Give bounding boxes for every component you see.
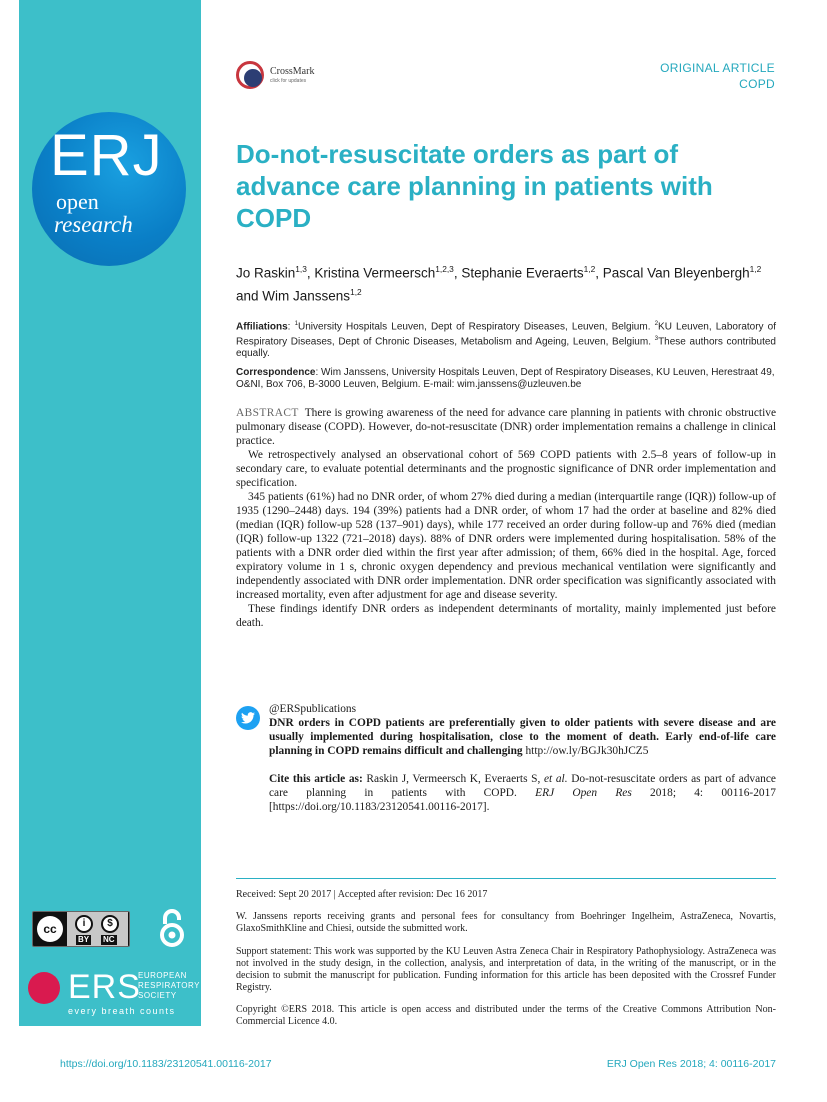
article-type: ORIGINAL ARTICLE [660,61,775,75]
article-topic: COPD [739,77,775,91]
copyright-notice: Copyright ©ERS 2018. This article is open access and distributed under the terms of the Creative Commons Attribution Non-Commercial Licence 4.0. [236,1004,776,1027]
abstract-paragraph: We retrospectively analysed an observational cohort of 569 COPD patients with 2.5–8 years of follow-up in secondary care, to evaluate potential determinants and the prognostic significance of DNR order implementation and specification. [236,449,776,489]
license-panel [67,912,128,946]
noncommercial-icon: $ [101,915,119,933]
ers-tagline: every breath counts [68,1006,176,1016]
abstract-paragraph: These findings identify DNR orders as independent determinants of mortality, mainly implemented just before death. [236,603,776,629]
ers-emblem-icon [28,972,60,1004]
abstract-paragraph: 345 patients (61%) had no DNR order, of whom 27% died during a median (interquartile range (IQR)) follow-up of 1935 (1290–2448) days. 194 (39%) patients had a DNR order, of whom 17 had the order at baseline and 82% died (median (IQR) follow-up 528 (137–901) days), while 177 received an order during follow-up and 76% died (median (IQR) follow-up 1322 (721–2018) days). 88% of DNR orders were implemented during hospitalisation. 58% of the patients with a DNR order died within the first year after admission; of them, 66% died in the hospital. Age, forced expiratory volume in 1 s, chronic oxygen dependency and previous mechanical ventilation were significantly and independently associated with DNR order implementation. DNR order specification was significantly associated with increased mortality, even after adjustment for age and disease severity. [236,491,776,601]
article-section-label [660,60,775,92]
cc-by-nc-license-badge[interactable] [32,911,130,947]
received-dates: Received: Sept 20 2017 | Accepted after revision: Dec 16 2017 [236,889,488,900]
logo-line2: research [54,212,133,237]
crossmark-subtitle: click for updates [270,78,307,84]
crossmark-button[interactable] [236,61,326,91]
erj-open-research-logo [32,112,186,266]
tweet-handle[interactable]: @ERSpublications [269,703,357,715]
footnote-divider [236,878,776,879]
abstract-paragraph: ABSTRACT There is growing awareness of the need for advance care planning in patients with chronic obstructive pulmonary disease (COPD). However, do-not-resuscitate (DNR) order implementation remains a challenge in clinical practice. [236,407,776,447]
ers-society-name: EUROPEAN RESPIRATORY SOCIETY [138,971,200,1000]
tweet-message: DNR orders in COPD patients are preferentially given to older patients with severe disease and are usually implemented during hospitalisation, close to the moment of death. Early end-of-life care planning in COPD remains difficult and challenging [269,717,776,757]
conflict-of-interest: W. Janssens reports receiving grants and personal fees for consultancy from Boehringer Ingelheim, AstraZeneca, Novartis, GlaxoSmithKline and Chiesi, outside the submitted work. [236,911,776,934]
support-statement: Support statement: This work was supported by the KU Leuven Astra Zeneca Chair in Respiratory Pathophysiology. AstraZeneca was not involved in the study design, in the collection, analysis, and interpretation of data, in the writing of the manuscript, or in the decision to submit the manuscript for publication. Funding information for this article has been deposited with the Crossref Funder Registry. [236,946,776,993]
logo-brand: ERJ [50,123,163,188]
abstract [236,406,776,630]
attribution-icon: i [75,915,93,933]
citation: Cite this article as: Raskin J, Vermeersch K, Everaerts S, et al. Do-not-resuscitate orders as part of advance care planning in patients with COPD. ERJ Open Res 2018; 4: 00116-2017 [https://doi.org/10.1183/23120541.00116-2017]. [269,773,776,813]
license-by-label: BY [78,935,90,944]
twitter-icon[interactable] [236,706,260,730]
affiliations: Affiliations: $^1$University Hospitals Leuven, Dept of Respiratory Diseases, Leuven, Belgium. $^2$KU Leuven, Laboratory of Respiratory Diseases, Dept of Chronic Diseases, Metabolism and Ageing, Leuven, Belgium. $^3$These authors contributed equally. [236,320,776,359]
footer-citation: ERJ Open Res 2018; 4: 00116-2017 [606,1058,776,1070]
article-title: Do-not-resuscitate orders as part of advance care planning in patients with COPD [236,139,713,233]
open-access-icon [158,908,186,948]
license-nc-label: NC [103,935,115,944]
cc-icon: cc [37,916,63,942]
tweet-box [269,702,776,758]
tweet-link[interactable]: http://ow.ly/BGJk30hJCZ5 [525,745,649,757]
footer-doi-link[interactable]: https://doi.org/10.1183/23120541.00116-2017 [60,1058,272,1070]
abstract-label: ABSTRACT [236,407,299,419]
logo-line1: open [56,189,99,214]
crossmark-title: CrossMark [270,66,315,77]
author-list: Jo Raskin$^{1,3}$, Kristina Vermeersch$^{1,2,3}$, Stephanie Everaerts$^{1,2}$, Pascal Van Bleyenbergh$^{1,2}$ and Wim Janssens$^{1,2}$ [236,264,762,303]
ers-name: ERS [68,968,141,1006]
crossmark-icon [236,61,264,89]
correspondence: Correspondence: Wim Janssens, University Hospitals Leuven, Dept of Respiratory Diseases, KU Leuven, Herestraat 49, O&NI, Box 706, B-3000 Leuven, Belgium. E-mail: wim.janssens@uzleuven.be [236,367,775,390]
ers-logo [28,968,200,1020]
